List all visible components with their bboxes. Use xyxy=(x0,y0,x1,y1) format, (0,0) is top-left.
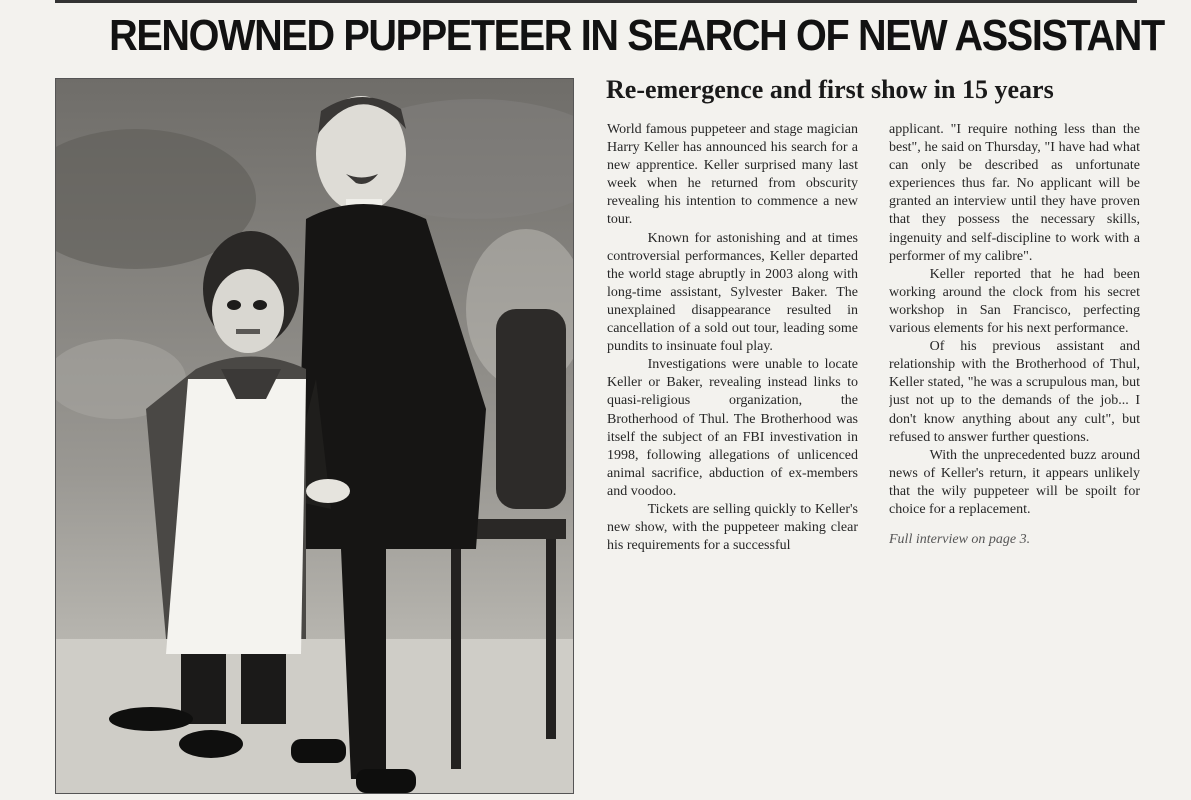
headline: RENOWNED PUPPETEER IN SEARCH OF NEW ASSISTANT xyxy=(109,11,1164,60)
paragraph-6: Of his previous assistant and relationship with the Brotherhood of Thul, Keller stated, "he was a scrupulous man, but just not up to the demands of the job... I don't know anything about any cult", but refused to answer further questions. xyxy=(889,339,1140,445)
paragraph-5: Keller reported that he had been working around the clock from his secret workshop in San Francisco, perfecting various elements for his next performance. xyxy=(889,266,1140,337)
paragraph-7: With the unprecedented buzz around news of Keller's return, it appears unlikely that the wily puppeteer will be spoilt for choice for a replacement. xyxy=(889,447,1140,517)
paragraph-4-continued: applicant. "I require nothing less than the best", he said on Thursday, "I have had what can only be described as unfortunate experiences thus far. No applicant will be granted an interview until they have proven that they possess the necessary skills, ingenuity and self-discipline to work with a performer of my calibre". xyxy=(889,122,1140,264)
article-column-2 xyxy=(889,121,1140,800)
footer-note: Full interview on page 3. xyxy=(889,532,1031,548)
paragraph-2: Known for astonishing and at times controversial performances, Keller departed the world stage abruptly in 2003 along with long-time assistant, Sylvester Baker. The unexplained disappearance resulted in cancellation of a sold out tour, leading some pundits to insinuate foul play. xyxy=(607,230,858,355)
top-rule xyxy=(55,0,1137,3)
paragraph-4: Tickets are selling quickly to Keller's new show, with the puppeteer making clear his requirements for a successful xyxy=(607,501,858,554)
subheadline: Re-emergence and first show in 15 years xyxy=(606,75,1054,104)
article-photo xyxy=(55,78,574,794)
paragraph-3: Investigations were unable to locate Keller or Baker, revealing instead links to quasi-religious organization, the Brotherhood of Thul. The Brotherhood was itself the subject of an FBI investivation in 1998, following allegations of unlicenced animal sacrifice, abduction of ex-members and voodoo. xyxy=(607,357,858,499)
article-column-1 xyxy=(607,121,858,800)
paragraph-1: World famous puppeteer and stage magician Harry Keller has announced his search for a new apprentice. Keller surprised many last week when he returned from obscurity revealing his intention to commence a new tour. xyxy=(607,122,858,228)
